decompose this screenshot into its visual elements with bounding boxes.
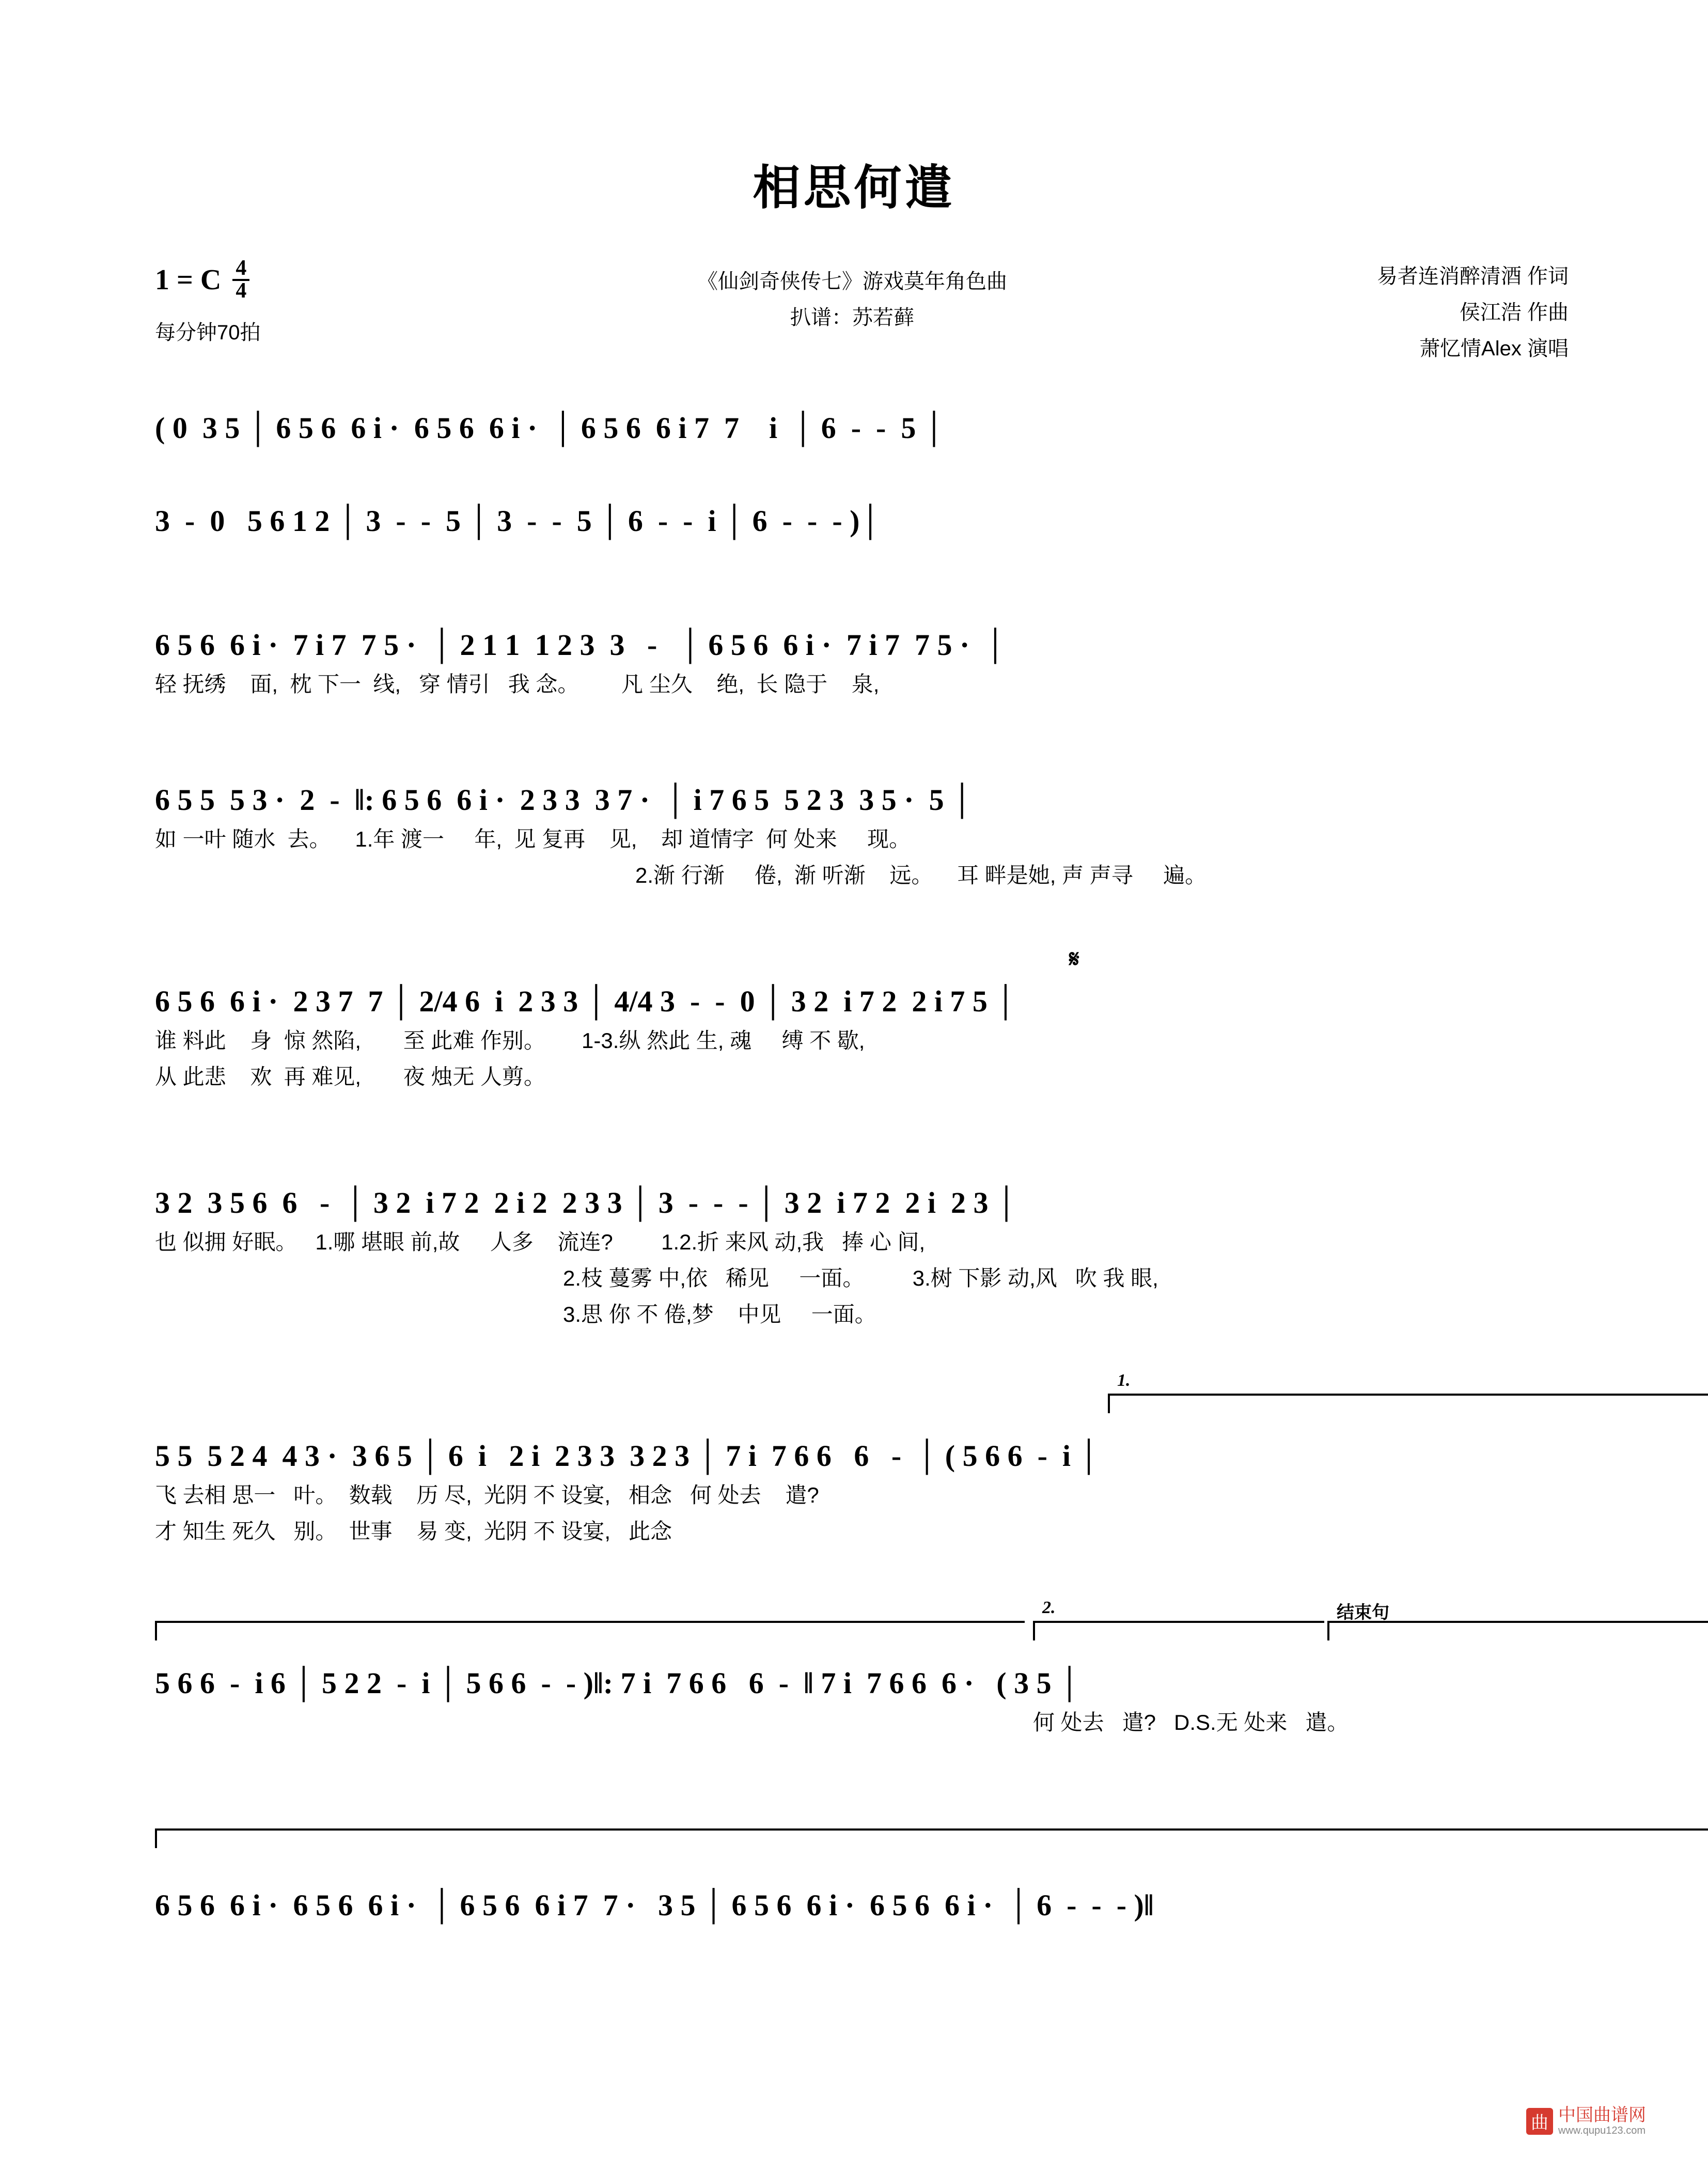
music-system-1	[155, 398, 1560, 445]
time-signature-numerator: 4	[232, 258, 249, 281]
note-row: 6 5 6 6 i · 2 3 7 7 │ 2/4 6 i 2 3 3 │ 4/4 3 - - 0 │ 3 2 i 7 2 2 i 7 5 │	[155, 984, 1016, 1018]
coda-label: 结束句	[1337, 1603, 1389, 1622]
lyric-line: 谁 料此 身 惊 然陷, 至 此难 作别。 1-3.纵 然此 生, 魂 缚 不 歇,	[155, 1028, 865, 1053]
lyric-line: 何 处去 遣? D.S.无 处来 遣。	[1033, 1710, 1349, 1734]
lyric-line: 2.枝 蔓雾 中,依 稀见 一面。 3.树 下影 动,风 吹 我 眼,	[563, 1266, 1158, 1290]
note-row: 3 - 0 5 6 1 2 │ 3 - - 5 │ 3 - - 5 │ 6 - - i │ 6 - - - )│	[155, 504, 881, 538]
credit-singer: 萧忆情Alex 演唱	[1419, 337, 1569, 360]
watermark-badge-icon: 曲	[1526, 2108, 1553, 2135]
note-row: 5 5 5 2 4 4 3 · 3 6 5 │ 6 i 2 i 2 3 3 3 2 3 │ 7 i 7 6 6 6 - │ ( 5 6 6 - i │	[155, 1439, 1100, 1473]
key-signature: 1 = C	[155, 263, 222, 296]
note-row: ( 0 3 5 │ 6 5 6 6 i · 6 5 6 6 i · │ 6 5 6 6 i 7 7 i │ 6 - - 5 │	[155, 411, 945, 445]
page-title: 相思何遣	[753, 162, 955, 214]
note-row: 6 5 5 5 3 · 2 - ‖: 6 5 6 6 i · 2 3 3 3 7 · │ i 7 6 5 5 2 3 3 5 · 5 │	[155, 783, 973, 817]
note-row: 3 2 3 5 6 6 - │ 3 2 i 7 2 2 i 2 2 3 3 │ 3 - - - │ 3 2 i 7 2 2 i 2 3 │	[155, 1186, 1017, 1220]
time-signature-denominator: 4	[236, 278, 247, 303]
lyric-line: 3.思 你 不 倦,梦 中见 一面。	[563, 1302, 876, 1326]
music-system-7	[155, 1371, 1560, 1545]
second-ending-label: 2.	[1042, 1598, 1056, 1617]
lyric-line: 也 似拥 好眠。 1.哪 堪眼 前,故 人多 流连? 1.2.折 来风 动,我 捧 心 间,	[155, 1230, 926, 1254]
note-row: 5 6 6 - i 6 │ 5 2 2 - i │ 5 6 6 - - )‖: 7 i 7 6 6 6 - ‖ 7 i 7 6 6 6 · ( 3 5 │	[155, 1666, 1080, 1700]
transcriber: 扒谱：苏若藓	[790, 306, 914, 329]
credit-lyricist: 易者连消醉清酒 作词	[1376, 265, 1569, 288]
final-repeat-bracket	[155, 1828, 1708, 1848]
note-row: 6 5 6 6 i · 7 i 7 7 5 · │ 2 1 1 1 2 3 3 - │ 6 5 6 6 i · 7 i 7 7 5 · │	[155, 628, 1006, 662]
watermark-url: www.qupu123.com	[1558, 2125, 1646, 2136]
tempo-marking: 每分钟70拍	[155, 321, 261, 344]
subtitle-block	[568, 263, 1136, 336]
credit-composer: 侯江浩 作曲	[1459, 301, 1569, 324]
music-system-4	[155, 770, 1560, 889]
music-system-9	[155, 1849, 1560, 1922]
music-system-8	[155, 1598, 1560, 1737]
site-watermark	[1526, 2106, 1646, 2137]
time-signature	[232, 258, 249, 302]
credits-block	[1377, 258, 1569, 367]
watermark-text: 中国曲谱网	[1558, 2105, 1646, 2125]
note-row: 6 5 6 6 i · 6 5 6 6 i · │ 6 5 6 6 i 7 7 · 3 5 │ 6 5 6 6 i · 6 5 6 6 i · │ 6 - - - )‖	[155, 1888, 1154, 1922]
second-ending-bracket	[1033, 1598, 1324, 1640]
lyric-line: 飞 去相 思一 叶。 数载 历 尽, 光阴 不 设宴, 相念 何 处去 遣?	[155, 1483, 819, 1507]
key-signature-line	[155, 258, 261, 302]
lyric-line: 轻 抚绣 面, 枕 下一 线, 穿 情引 我 念。 凡 尘久 绝, 长 隐于 泉,	[155, 672, 880, 696]
music-system-3	[155, 615, 1560, 698]
key-tempo-block	[155, 258, 261, 346]
music-system-5	[155, 946, 1560, 1091]
subtitle: 《仙剑奇侠传七》游戏莫年角色曲	[697, 270, 1007, 293]
first-ending-bracket	[1108, 1371, 1708, 1413]
coda-bracket	[1327, 1603, 1708, 1640]
segno-icon: 𝄋	[1069, 946, 1079, 972]
lyric-line: 2.渐 行渐 倦, 渐 听渐 远。 耳 畔是她, 声 声寻 遍。	[635, 863, 1207, 887]
lyric-line: 如 一叶 随水 去。 1.年 渡一 年, 见 复再 见, 却 道情字 何 处来 现。	[155, 827, 911, 851]
lyric-line: 从 此悲 欢 再 难见, 夜 烛无 人剪。	[155, 1065, 546, 1089]
lyric-line: 才 知生 死久 别。 世事 易 变, 光阴 不 设宴, 此念	[155, 1519, 672, 1543]
music-system-2	[155, 491, 1560, 538]
first-ending-label: 1.	[1117, 1371, 1131, 1390]
music-system-6	[155, 1173, 1560, 1328]
second-ending-bracket-left	[155, 1621, 1025, 1640]
